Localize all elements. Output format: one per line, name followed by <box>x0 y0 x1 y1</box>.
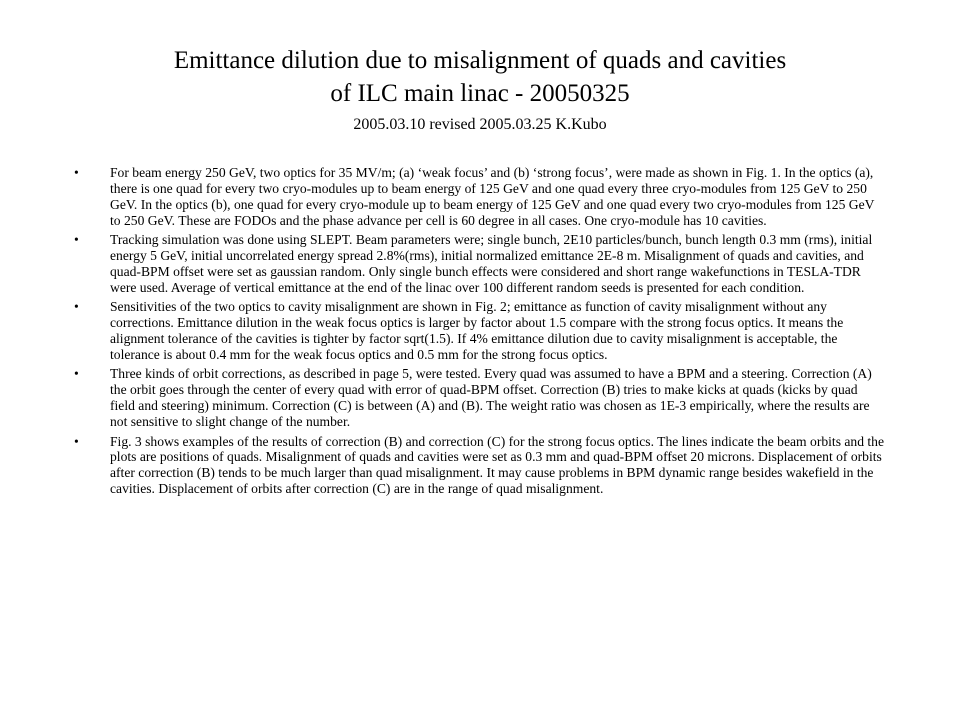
bullet-icon: • <box>74 433 79 449</box>
bullet-item-4 <box>74 366 884 430</box>
bullet-icon: • <box>74 299 79 315</box>
page-subtitle: 2005.03.10 revised 2005.03.25 K.Kubo <box>353 116 607 133</box>
bullet-item-3 <box>74 299 884 363</box>
bullet-text-3: Sensitivities of the two optics to cavity misalignment are shown in Fig. 2; emittance as function of cavity misalignment without any corrections. Emittance dilution in the weak focus optics is larger by factor about 1.5 compare with the strong focus optics. It means the alignment tolerance of the cavities is tighter by factor sqrt(1.5). If 4% emittance dilution due to cavity misalignment is acceptable, the tolerance is about 0.4 mm for the weak focus optics and 0.5 mm for the strong focus optics. <box>110 299 844 362</box>
page-title-line-1: Emittance dilution due to misalignment of quads and cavities <box>173 47 787 74</box>
page-title-line-2: of ILC main linac - 20050325 <box>330 80 630 107</box>
bullet-text-4: Three kinds of orbit corrections, as described in page 5, were tested. Every quad was assumed to have a BPM and a steering. Correction (A) the orbit goes through the center of every quad with error of quad-BPM offset. Correction (B) tries to make kicks at quads (kicks by quad field and steering) minimum. Correction (C) is between (A) and (B). The weight ratio was chosen as 1E-3 empirically, where the results are not sensitive to slight change of the number. <box>110 366 872 430</box>
bullet-list <box>74 165 884 501</box>
bullet-text-5: Fig. 3 shows examples of the results of correction (B) and correction (C) for the strong focus optics. The lines indicate the beam orbits and the plots are positions of quads. Misalignment of quads and cavities were set as 0.3 mm and quad-BPM offset 20 microns. Displacement of orbits after correction (B) tends to be much larger than quad misalignment. It may cause problems in BPM dynamic range besides wakefield in the cavities. Displacement of orbits after correction (C) are in the range of quad misalignment. <box>110 433 885 497</box>
bullet-icon: • <box>74 232 79 248</box>
bullet-item-2 <box>74 232 884 296</box>
bullet-icon: • <box>74 366 79 382</box>
bullet-text-2: Tracking simulation was done using SLEPT. Beam parameters were; single bunch, 2E10 particles/bunch, bunch length 0.3 mm (rms), initial energy 5 GeV, initial uncorrelated energy spread 2.8%(rms), initial normalized emittance 2E-8 m. Misalignment of quads and cavities, and quad-BPM offset were set as gaussian random. Only single bunch effects were considered and short range wakefunctions in TESLA-TDR were used. Average of vertical emittance at the end of the linac over 100 different random seeds is presented for each condition. <box>110 232 873 295</box>
bullet-text-1: For beam energy 250 GeV, two optics for 35 MV/m; (a) ‘weak focus’ and (b) ‘strong focus’, were made as shown in Fig. 1. In the optics (a), there is one quad for every two cryo-modules up to beam energy of 125 GeV and one quad every three cryo-modules from 125 GeV to 250 GeV. In the optics (b), one quad for every cryo-module up to beam energy of 125 GeV and one quad every two cryo-modules from 125 GeV to 250 GeV. These are FODOs and the phase advance per cell is 60 degree in all cases. One cryo-module has 10 cavities. <box>110 165 875 228</box>
bullet-item-5 <box>74 434 884 498</box>
title-block <box>60 44 900 136</box>
bullet-item-1 <box>74 165 884 229</box>
bullet-icon: • <box>74 165 79 180</box>
